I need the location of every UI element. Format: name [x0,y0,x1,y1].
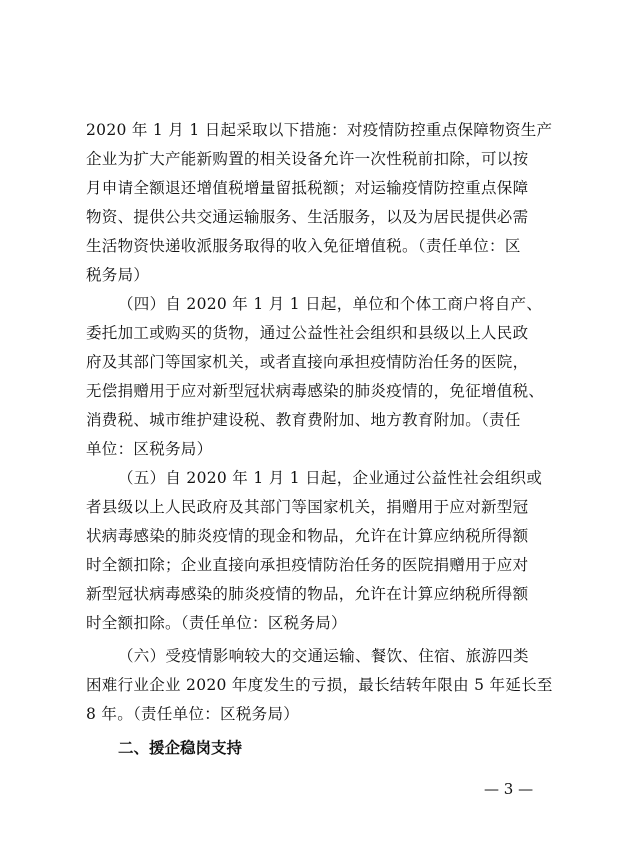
text-line: 生活物资快递收派服务取得的收入免征增值税。（责任单位：区 [86,237,521,255]
paragraph-item-5 [86,464,546,638]
text-line: 者县级以上人民政府及其部门等国家机关，捐赠用于应对新型冠 [86,498,529,516]
page-number: — 3 — [484,780,534,798]
text-line: 委托加工或购买的货物，通过公益性社会组织和县级以上人民政 [86,324,529,342]
text-line: 新型冠状病毒感染的肺炎疫情的物品，允许在计算应纳税所得额 [86,585,529,603]
text-line: 8 年。（责任单位：区税务局） [86,705,300,723]
text-line: 物资、提供公共交通运输服务、生活服务，以及为居民提供必需 [86,208,529,226]
text-line: （四）自 2020 年 1 月 1 日起，单位和个体工商户将自产、 [118,295,543,313]
text-line: 企业为扩大产能新购置的相关设备允许一次性税前扣除，可以按 [86,150,529,168]
text-line: 时全额扣除。（责任单位：区税务局） [86,614,347,632]
text-line: 状病毒感染的肺炎疫情的现金和物品，允许在计算应纳税所得额 [86,527,529,545]
text-line: 消费税、城市维护建设税、教育费附加、地方教育附加。（责任 [86,411,521,429]
paragraph-item-4 [86,290,546,464]
section-heading: 二、援企稳岗支持 [118,739,243,757]
text-line: 困难行业企业 2020 年度发生的亏损，最长结转年限由 5 年延长至 [86,676,553,694]
text-line: 府及其部门等国家机关，或者直接向承担疫情防治任务的医院， [86,353,529,371]
text-line: 2020 年 1 月 1 日起采取以下措施：对疫情防控重点保障物资生产 [86,121,553,139]
text-line: 税务局） [86,266,150,284]
text-line: 月申请全额退还增值税增量留抵税额；对运输疫情防控重点保障 [86,179,529,197]
text-line: 单位：区税务局） [86,440,213,458]
paragraph-item-6 [86,642,553,729]
text-line: （五）自 2020 年 1 月 1 日起，企业通过公益性社会组织或 [118,469,543,487]
paragraph-tax-measures [86,116,553,290]
text-line: 时全额扣除；企业直接向承担疫情防治任务的医院捐赠用于应对 [86,556,529,574]
text-line: （六）受疫情影响较大的交通运输、餐饮、住宿、旅游四类 [118,647,529,665]
text-line: 无偿捐赠用于应对新型冠状病毒感染的肺炎疫情的，免征增值税、 [86,382,545,400]
